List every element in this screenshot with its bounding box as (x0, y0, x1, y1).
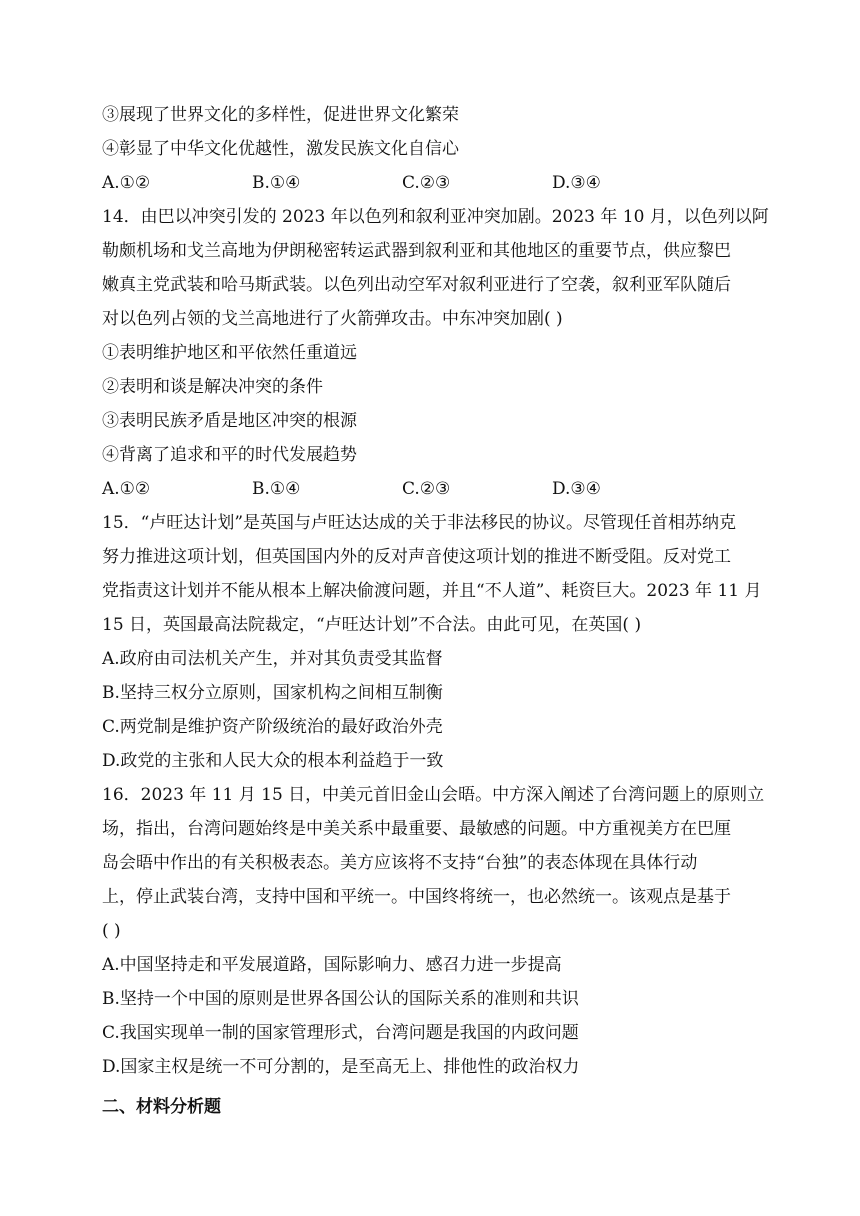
question-stem-line: 岛会晤中作出的有关积极表态。美方应该将不支持“台独”的表态体现在具体行动 (102, 853, 698, 873)
statement-item: ④背离了追求和平的时代发展趋势 (102, 445, 357, 465)
statement-item: ④彰显了中华文化优越性，激发民族文化自信心 (102, 139, 459, 159)
statement-item: ②表明和谈是解决冲突的条件 (102, 377, 323, 397)
option-b[interactable]: B.①④ (252, 173, 301, 193)
question-stem-line: 16．2023 年 11 月 15 日，中美元首旧金山会晤。中方深入阐述了台湾问题上的原则立 (102, 785, 765, 805)
option-a[interactable]: A.政府由司法机关产生，并对其负责受其监督 (102, 649, 443, 669)
statement-item: ③展现了世界文化的多样性，促进世界文化繁荣 (102, 105, 459, 125)
option-c[interactable]: C.我国实现单一制的国家管理形式，台湾问题是我国的内政问题 (102, 1023, 579, 1043)
question-stem-line: 对以色列占领的戈兰高地进行了火箭弹攻击。中东冲突加剧( ) (102, 309, 563, 329)
exam-page (102, 98, 769, 1124)
question-stem-line: 14．由巴以冲突引发的 2023 年以色列和叙利亚冲突加剧。2023 年 10 月，以色列以阿 (102, 207, 769, 227)
option-b[interactable]: B.坚持一个中国的原则是世界各国公认的国际关系的准则和共识 (102, 989, 579, 1009)
question-stem-line: 15 日，英国最高法院裁定，“卢旺达计划”不合法。由此可见，在英国( ) (102, 615, 642, 635)
option-a[interactable]: A.①② (102, 173, 151, 193)
option-d[interactable]: D.国家主权是统一不可分割的，是至高无上、排他性的政治权力 (102, 1057, 580, 1077)
section-heading: 二、材料分析题 (102, 1097, 221, 1117)
question-stem-line: 党指责这计划并不能从根本上解决偷渡问题，并且“不人道”、耗资巨大。2023 年 11 月 (102, 581, 762, 601)
question-13-tail (102, 98, 762, 200)
question-stem-line: 勒颇机场和戈兰高地为伊朗秘密转运武器到叙利亚和其他地区的重要节点，供应黎巴 (102, 241, 731, 261)
statement-item: ①表明维护地区和平依然任重道远 (102, 343, 357, 363)
question-stem-line: 上，停止武装台湾，支持中国和平统一。中国终将统一，也必然统一。该观点是基于 (102, 887, 731, 907)
option-c[interactable]: C.②③ (402, 479, 451, 499)
question-stem-line: 15．“卢旺达计划”是英国与卢旺达达成的关于非法移民的协议。尽管现任首相苏纳克 (102, 513, 737, 533)
answer-options (102, 166, 762, 200)
option-c[interactable]: C.②③ (402, 173, 451, 193)
question-16 (102, 778, 765, 1084)
option-d[interactable]: D.政党的主张和人民大众的根本利益趋于一致 (102, 751, 444, 771)
option-a[interactable]: A.中国坚持走和平发展道路，国际影响力、感召力进一步提高 (102, 955, 562, 975)
option-c[interactable]: C.两党制是维护资产阶级统治的最好政治外壳 (102, 717, 443, 737)
option-d[interactable]: D.③④ (552, 173, 601, 193)
option-b[interactable]: B.坚持三权分立原则，国家机构之间相互制衡 (102, 683, 443, 703)
answer-options (102, 472, 762, 506)
statement-item: ③表明民族矛盾是地区冲突的根源 (102, 411, 357, 431)
question-stem-line: 嫩真主党武装和哈马斯武装。以色列出动空军对叙利亚进行了空袭，叙利亚军队随后 (102, 275, 731, 295)
option-a[interactable]: A.①② (102, 479, 151, 499)
question-stem-line: 场，指出，台湾问题始终是中美关系中最重要、最敏感的问题。中方重视美方在巴厘 (102, 819, 731, 839)
question-15 (102, 506, 762, 778)
option-d[interactable]: D.③④ (552, 479, 601, 499)
question-stem-line: ( ) (102, 921, 121, 941)
question-14 (102, 200, 769, 506)
question-stem-line: 努力推进这项计划，但英国国内外的反对声音使这项计划的推进不断受阻。反对党工 (102, 547, 731, 567)
option-b[interactable]: B.①④ (252, 479, 301, 499)
